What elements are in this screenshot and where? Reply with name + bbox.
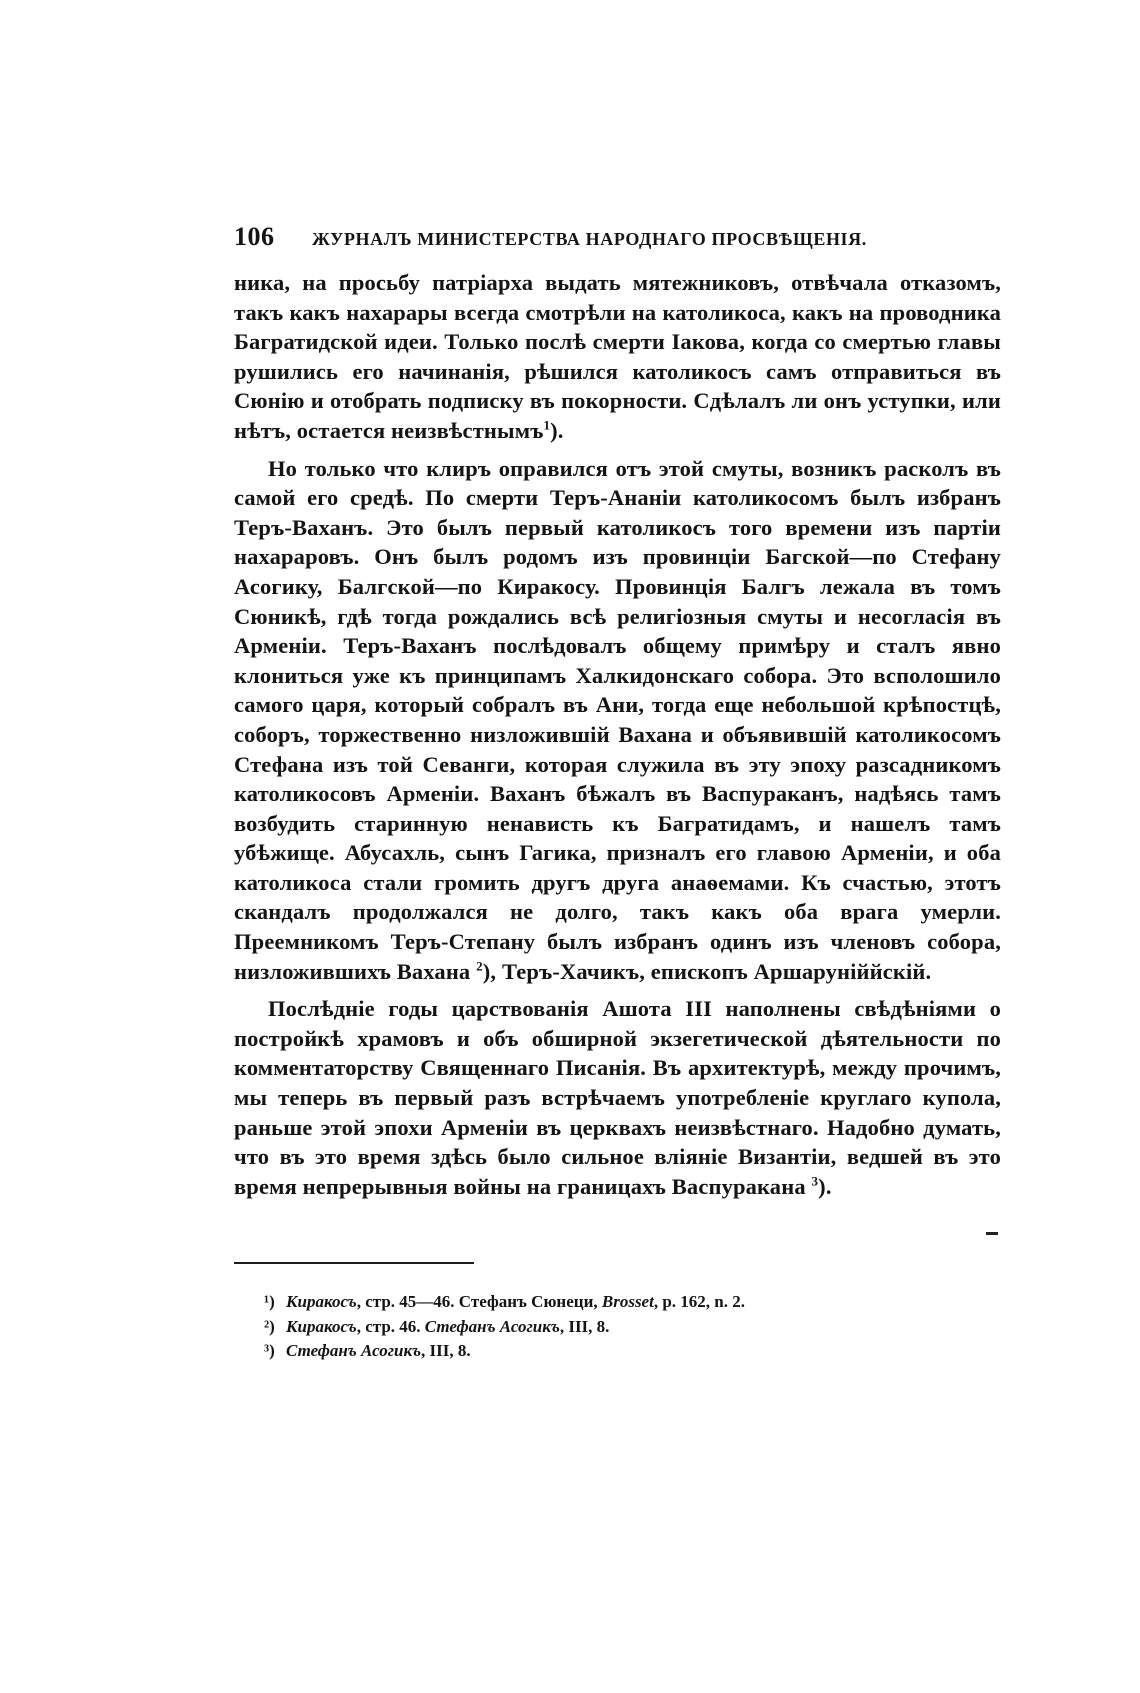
page-content <box>234 222 1001 1201</box>
footnote-ref-3: 3 <box>811 1173 819 1189</box>
paragraph-text: Послѣдніе годы царствованія Ашота III наполнены свѣдѣніями о постройкѣ храмовъ и объ обширной экзегетической дѣятельности по комментаторству Священнаго Писанія. Въ архитектурѣ, между прочимъ, мы теперь въ первый разъ встрѣчаемъ употребленіе круглаго купола, раньше этой эпохи Арменіи въ церквахъ неизвѣстнаго. Надобно думать, что въ это время здѣсь было сильное вліяніе Византіи, ведшей въ это время непрерывныя войны на границахъ Васпуракана <box>234 996 1001 1199</box>
end-dash <box>986 1232 998 1235</box>
footnote-author: Киракосъ <box>286 1316 357 1336</box>
footnote-author: Киракосъ <box>286 1292 357 1311</box>
footnote-mark: ¹) <box>264 1292 275 1311</box>
footnote-author: Brosset <box>601 1292 654 1311</box>
paragraph-tail: ). <box>818 1173 832 1199</box>
footnote-mark: ³) <box>264 1341 275 1360</box>
footnote-ref-2: 2 <box>476 958 483 974</box>
paragraph-text: Но только что клиръ оправился отъ этой смуты, возникъ расколъ въ самой его средѣ. По смерти Теръ-Ананіи католикосомъ былъ избранъ Теръ-Ваханъ. Это былъ первый католикосъ того времени изъ партіи нахараровъ. Онъ былъ родомъ изъ провинціи Багской—по Стефану Асогику, Балгской—по Киракосу. Провинція Балгъ лежала въ томъ Сюникѣ, гдѣ тогда рождались всѣ религіозныя смуты и несогласія въ Арменіи. Теръ-Ваханъ послѣдовалъ общему примѣру и сталъ явно клониться уже къ принципамъ Халкидонскаго собора. Это всполошило самого царя, который собралъ въ Ани, тогда еще небольшой крѣпостцѣ, соборъ, торжественно низложившій Вахана и объявившій католикосомъ Стефана изъ той Севанги, которая служила въ эту эпоху разсадникомъ католикосовъ Арменіи. Ваханъ бѣжалъ въ Васпураканъ, надѣясь тамъ возбудить старинную ненависть къ Багратидамъ, и нашелъ тамъ убѣжище. Абусахль, сынъ Гагика, призналъ его главою Арменіи, и оба католикоса стали громить другъ друга анаѳемами. Къ счастью, этотъ скандалъ продолжался не долго, такъ какъ оба врага умерли. Преемникомъ Теръ-Степану былъ избранъ одинъ изъ членовъ собора, низложившихъ Вахана <box>234 455 1001 984</box>
footnote-text: , III, 8. <box>559 1316 610 1336</box>
journal-title: ЖУРНАЛЪ МИНИСТЕРСТВА НАРОДНАГО ПРОСВѢЩЕНІЯ. <box>312 229 867 249</box>
footnote-text: , стр. 45—46. Стефанъ Сюнеци, <box>356 1292 602 1311</box>
footnote-mark: ²) <box>264 1316 275 1336</box>
footnote-2 <box>264 1315 984 1340</box>
footnote-author: Стефанъ Асогикъ <box>286 1341 422 1360</box>
footnote-divider <box>234 1262 474 1264</box>
footnotes <box>264 1290 984 1364</box>
paragraph-1 <box>234 268 1001 446</box>
footnote-ref-1: 1 <box>543 417 551 433</box>
paragraph-3 <box>234 994 1001 1201</box>
paragraph-tail: ). <box>550 417 564 443</box>
running-head <box>234 222 1001 254</box>
footnote-text: , p. 162, n. 2. <box>653 1292 746 1311</box>
paragraph-text: ника, на просьбу патріарха выдать мятежниковъ, отвѣчала отказомъ, такъ какъ нахарары всегда смотрѣли на католикоса, какъ на проводника Багратидской идеи. Только послѣ смерти Іакова, когда со смертью главы рушились его начинанія, рѣшился католикосъ самъ отправиться въ Сюнію и отобрать подписку въ покорности. Сдѣлалъ ли онъ уступки, или нѣтъ, остается неизвѣстнымъ <box>234 270 1001 443</box>
footnote-text: , стр. 46. <box>356 1316 425 1336</box>
body-text <box>234 268 1001 1201</box>
page-number: 106 <box>234 222 275 251</box>
paragraph-tail: ), Теръ-Хачикъ, епископъ Аршаруніййскій. <box>482 958 932 984</box>
footnote-text: , III, 8. <box>421 1341 471 1360</box>
paragraph-2 <box>234 454 1001 987</box>
footnote-author: Стефанъ Асогикъ <box>424 1316 560 1336</box>
footnote-1 <box>264 1290 984 1315</box>
footnote-3 <box>264 1339 984 1364</box>
